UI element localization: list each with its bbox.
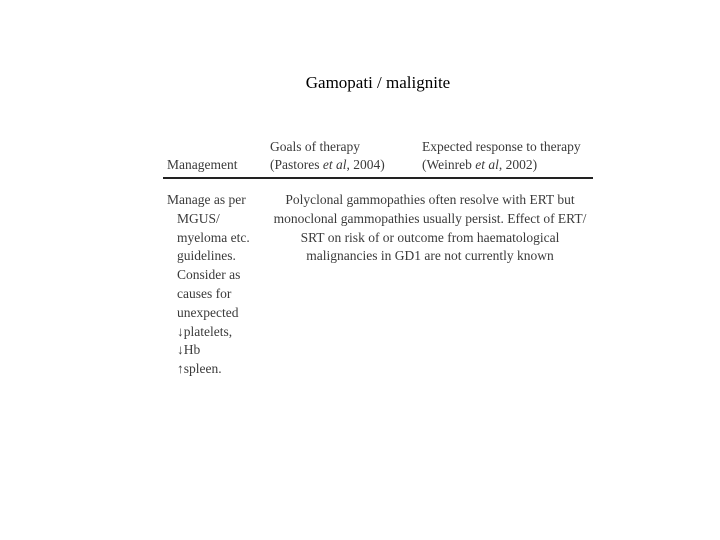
citation-year: , 2004) bbox=[346, 157, 385, 172]
response-line: Polyclonal gammopathies often resolve with ERT but bbox=[285, 192, 575, 207]
header-management: Management bbox=[167, 157, 238, 172]
response-line: malignancies in GD1 are not currently known bbox=[306, 248, 554, 264]
management-line: ↓Hb bbox=[177, 342, 201, 358]
header-rule bbox=[163, 177, 593, 179]
header-goals-citation bbox=[270, 155, 385, 174]
management-line: ↑spleen. bbox=[177, 361, 222, 377]
management-line: guidelines. bbox=[177, 248, 236, 264]
citation-etal: et al bbox=[322, 157, 347, 172]
management-line: ↓platelets, bbox=[177, 323, 233, 339]
management-line: myeloma etc. bbox=[177, 229, 250, 245]
management-cell bbox=[167, 191, 250, 379]
response-line: SRT on risk of or outcome from haematological bbox=[300, 229, 560, 245]
management-line: MGUS/ bbox=[177, 210, 220, 226]
header-goals: Goals of therapy bbox=[270, 139, 360, 154]
slide-title: Gamopati / malignite bbox=[305, 73, 451, 92]
management-line: causes for bbox=[177, 285, 232, 301]
citation-text: (Weinreb bbox=[422, 157, 476, 172]
citation-etal: et al bbox=[475, 157, 499, 172]
citation-text: (Pastores bbox=[270, 157, 323, 172]
management-line: unexpected bbox=[177, 304, 239, 320]
citation-year: , 2002) bbox=[498, 157, 538, 172]
header-expected: Expected response to therapy bbox=[422, 139, 581, 154]
response-cell bbox=[262, 191, 598, 266]
management-line: Manage as per bbox=[167, 192, 246, 207]
response-line: monoclonal gammopathies usually persist. Effect of ERT/ bbox=[273, 210, 587, 226]
header-expected-citation bbox=[422, 155, 537, 174]
management-line: Consider as bbox=[177, 267, 241, 283]
